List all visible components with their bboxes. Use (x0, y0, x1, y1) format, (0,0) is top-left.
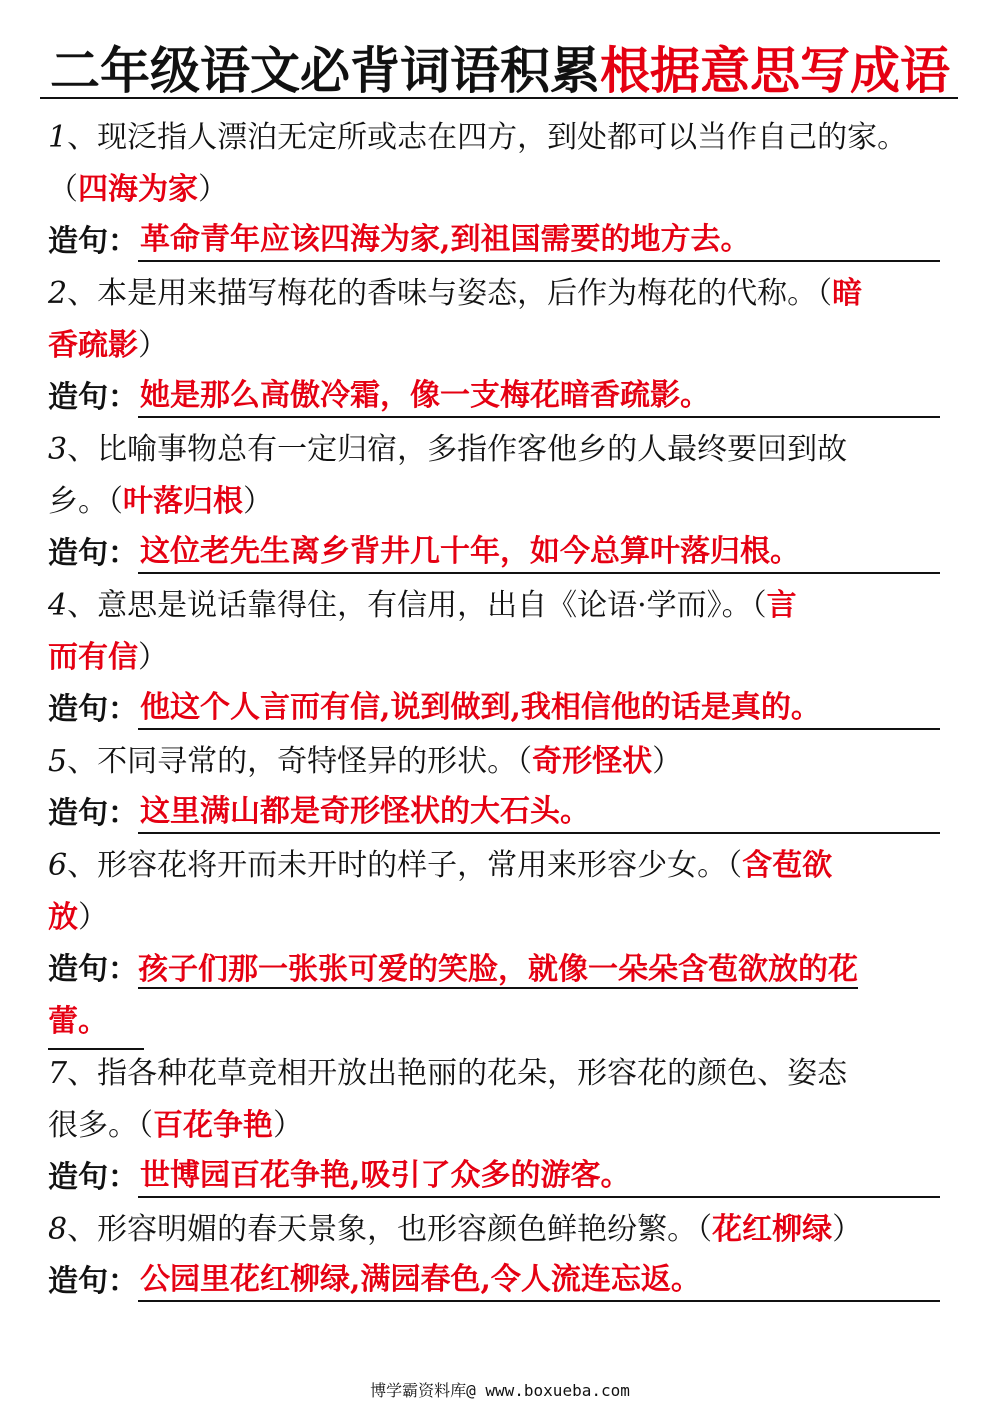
exercise-item-1 (48, 112, 958, 268)
exercise-item-6 (48, 840, 958, 1048)
idiom-answer-part1: 暗 (832, 276, 863, 311)
example-sentence (48, 1256, 958, 1308)
sentence-label: 造句： (48, 1264, 138, 1299)
paren-close: ） (138, 640, 168, 675)
example-sentence (48, 372, 958, 424)
item-number: 7 (48, 1056, 68, 1091)
example-sentence (48, 528, 958, 580)
example-sentence (48, 1152, 958, 1204)
sentence-answer: 世博园百花争艳,吸引了众多的游客。 (138, 1156, 940, 1198)
sentence-label: 造句： (48, 536, 138, 571)
item-number: 2 (48, 276, 68, 311)
exercise-item-7 (48, 1048, 958, 1204)
item-definition-cont: 很多。（ (48, 1108, 153, 1143)
exercise-item-2 (48, 268, 958, 424)
exercise-list (48, 112, 958, 1308)
example-sentence (48, 684, 958, 736)
item-number: 8 (48, 1212, 68, 1247)
paren-close: ） (652, 744, 683, 779)
item-definition: 、比喻事物总有一定归宿，多指作客他乡的人最终要回到故 (67, 432, 848, 467)
item-definition: 、形容明媚的春天景象，也形容颜色鲜艳纷繁。（ (67, 1212, 713, 1247)
sentence-answer: 这里满山都是奇形怪状的大石头。 (138, 792, 940, 834)
idiom-answer-part2: 而有信 (48, 640, 138, 675)
idiom-answer-part2: 放 (48, 900, 78, 935)
example-sentence (48, 216, 958, 268)
paren-close: ） (198, 172, 228, 207)
exercise-item-3 (48, 424, 958, 580)
title-red: 根据意思写成语 (600, 42, 950, 100)
idiom-answer-part2: 香疏影 (48, 328, 138, 363)
item-number: 1 (48, 120, 68, 155)
paren-open: （ (48, 172, 78, 207)
sentence-label: 造句： (48, 1160, 138, 1195)
sentence-answer: 革命青年应该四海为家,到祖国需要的地方去。 (138, 220, 940, 262)
item-definition: 、形容花将开而未开时的样子，常用来形容少女。（ (67, 848, 743, 883)
paren-close: ） (78, 900, 108, 935)
title-divider (40, 97, 958, 99)
paren-close: ） (243, 484, 273, 519)
item-definition: 、不同寻常的，奇特怪异的形状。（ (67, 744, 533, 779)
item-definition-cont: 乡。（ (48, 484, 123, 519)
footer-watermark: 博学霸资料库@ www.boxueba.com (370, 1381, 630, 1400)
sentence-label: 造句： (48, 952, 138, 987)
sentence-answer-part1: 孩子们那一张张可爱的笑脸，就像一朵朵含苞欲放的花 (138, 952, 858, 987)
exercise-item-8 (48, 1204, 958, 1308)
idiom-answer-part1: 言 (766, 588, 797, 623)
item-definition: 、本是用来描写梅花的香味与姿态，后作为梅花的代称。（ (67, 276, 833, 311)
sentence-answer: 他这个人言而有信,说到做到,我相信他的话是真的。 (138, 688, 940, 730)
sentence-label: 造句： (48, 224, 138, 259)
item-number: 6 (48, 848, 68, 883)
idiom-answer-part1: 含苞欲 (742, 848, 833, 883)
idiom-answer: 奇形怪状 (532, 744, 653, 779)
sentence-answer: 公园里花红柳绿,满园春色,令人流连忘返。 (138, 1260, 940, 1302)
item-definition: 、意思是说话靠得住，有信用，出自《论语·学而》。（ (67, 588, 767, 623)
sentence-label: 造句： (48, 380, 138, 415)
example-sentence (48, 944, 958, 996)
idiom-answer: 花红柳绿 (712, 1212, 833, 1247)
item-number: 3 (48, 432, 68, 467)
sentence-label: 造句： (48, 796, 138, 831)
item-number: 5 (48, 744, 68, 779)
paren-close: ） (138, 328, 168, 363)
idiom-answer: 叶落归根 (123, 484, 243, 519)
item-definition: 、现泛指人漂泊无定所或志在四方，到处都可以当作自己的家。 (67, 120, 908, 155)
paren-close: ） (273, 1108, 303, 1143)
sentence-answer: 她是那么高傲冷霜，像一支梅花暗香疏影。 (138, 376, 940, 418)
exercise-item-4 (48, 580, 958, 736)
item-definition: 、指各种花草竞相开放出艳丽的花朵，形容花的颜色、姿态 (67, 1056, 848, 1091)
sentence-label: 造句： (48, 692, 138, 727)
example-sentence (48, 788, 958, 840)
sentence-answer-part2: 蕾。 (48, 996, 144, 1050)
paren-close: ） (832, 1212, 863, 1247)
exercise-item-5 (48, 736, 958, 840)
idiom-answer: 百花争艳 (153, 1108, 273, 1143)
title-black: 二年级语文必背词语积累 (50, 42, 600, 100)
sentence-answer: 这位老先生离乡背井几十年，如今总算叶落归根。 (138, 532, 940, 574)
page-title (0, 36, 1000, 106)
item-number: 4 (48, 588, 68, 623)
idiom-answer: 四海为家 (78, 172, 198, 207)
